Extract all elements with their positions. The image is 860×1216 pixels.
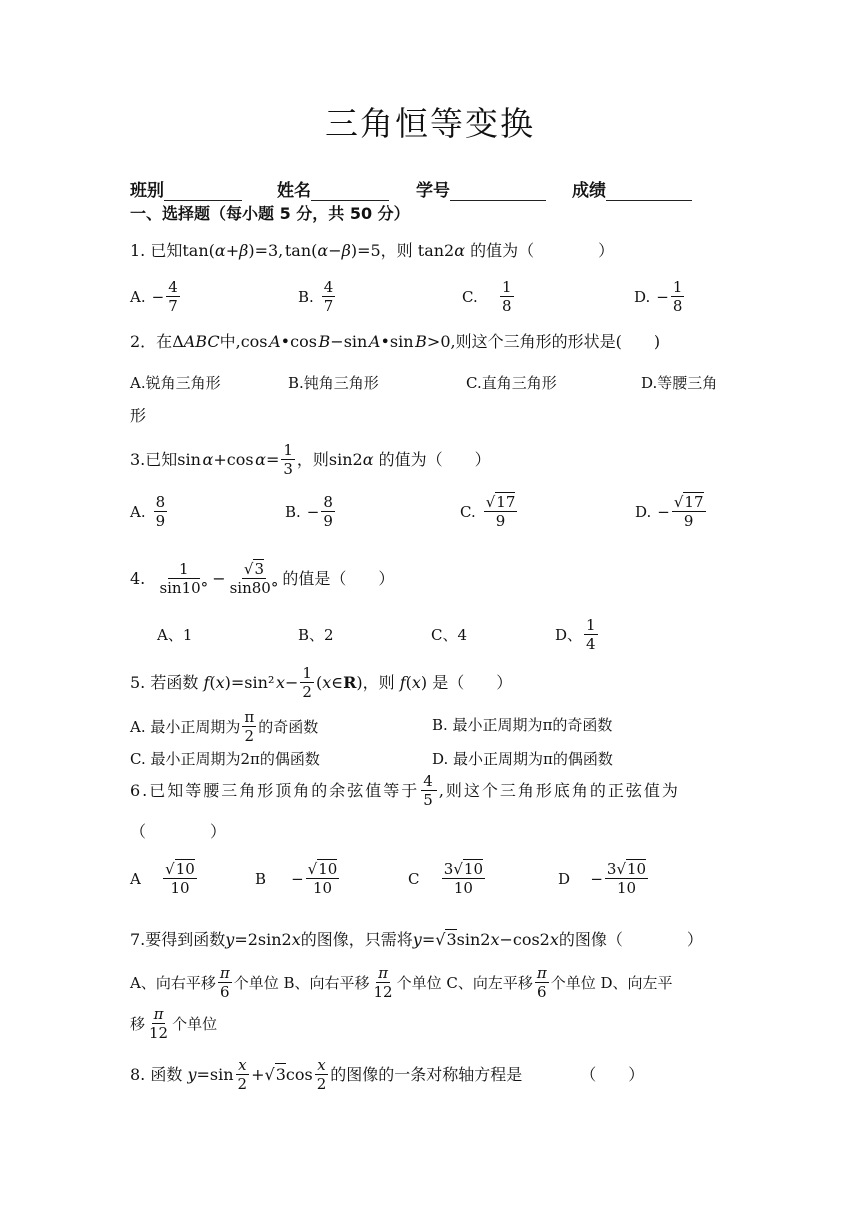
question-1: 1. 已知tan(α+β)=3, tan(α−β)=5，则 tan2α 的值为（ ） — [130, 241, 615, 260]
q3-option-d[interactable]: D. − $\frac{√17}{9}$ — [635, 493, 704, 530]
id-blank[interactable] — [450, 182, 546, 201]
q2-option-d[interactable]: D.等腰三角 — [641, 374, 718, 392]
id-field — [416, 176, 546, 201]
q5-option-c[interactable]: C. 最小正周期为 2π 的偶函数 — [130, 749, 320, 768]
q1-option-a[interactable]: A. − $\frac{4}{7}$ — [130, 278, 178, 315]
q7-option-d-wrap: 移 $\frac{\pi}{12}$ 个单位 — [130, 1005, 218, 1042]
q2-option-a[interactable]: A.锐角三角形 — [130, 374, 221, 392]
score-field — [572, 176, 692, 201]
q6-option-c[interactable]: C $\frac{3√10}{10}$ — [408, 860, 483, 897]
name-field — [277, 176, 389, 201]
q4-option-a[interactable]: A、1 — [157, 626, 193, 644]
q6-option-a[interactable]: A $\frac{√10}{10}$ — [130, 860, 195, 897]
q4-option-c[interactable]: C、4 — [431, 626, 468, 644]
id-label: 学号 — [416, 181, 450, 201]
class-blank[interactable] — [164, 182, 242, 201]
name-blank[interactable] — [311, 182, 389, 201]
question-8: 8. 函数 y =sin $\frac{x}{2}$ +√ 3 cos $\frac{x}{2}$ 的图像的一条对称轴方程是 （ ） — [130, 1056, 645, 1093]
class-label: 班别 — [130, 181, 164, 201]
q2-option-d-wrap: 形 — [130, 406, 147, 425]
q6-option-d[interactable]: D − $\frac{3√10}{10}$ — [558, 860, 647, 897]
q6-answer-paren: （ ） — [130, 822, 227, 841]
q3-option-a[interactable]: A. $\frac{8}{9}$ — [130, 493, 166, 530]
page-title: 三角恒等变换 — [325, 104, 535, 143]
q6-option-b[interactable]: B − $\frac{√10}{10}$ — [255, 860, 338, 897]
question-2: 2．在ΔABC中,cos A•cos B−sin A•sin B>0,则这个三角形的形状是( ) — [130, 332, 661, 351]
q1-option-c[interactable]: C. $\frac{1}{8}$ — [462, 278, 512, 315]
q1-option-d[interactable]: D. − $\frac{1}{8}$ — [634, 278, 683, 315]
q2-option-c[interactable]: C.直角三角形 — [466, 374, 557, 392]
question-6: 6.已知等腰三角形顶角的余弦值等于 $\frac{4}{5}$ ,则这个三角形底角的正弦值为 — [130, 772, 680, 809]
name-label: 姓名 — [277, 181, 311, 201]
question-4: 4. $\frac{1}{\sin 10^\circ}$ − $\frac{√3}{\sin 80^\circ}$ 的值是（ ） — [130, 560, 395, 597]
question-3: 3.已知 sin α +cos α = $\frac{1}{3}$ ，则 sin2 α 的值为（ ） — [130, 441, 491, 478]
q4-option-d[interactable]: D、 $\frac{1}{4}$ — [555, 616, 596, 653]
class-field — [130, 176, 242, 201]
q7-options[interactable]: A、向右平移 $\frac{\pi}{6}$ 个单位 B、向右平移 $\frac{\pi}{12}$ 个单位 C、向左平移 $\frac{\pi}{6}$ 个单位 D、向左平 — [130, 964, 673, 1001]
q1-option-b[interactable]: B. $\frac{4}{7}$ — [298, 278, 334, 315]
section-heading: 一、选择题（每小题 5 分，共 50 分） — [130, 204, 410, 223]
q2-option-b[interactable]: B.钝角三角形 — [288, 374, 379, 392]
score-blank[interactable] — [606, 182, 692, 201]
q5-option-d[interactable]: D. 最小正周期为 π 的偶函数 — [432, 749, 613, 768]
question-5: 5. 若函数 f ( x )=sin² x − $\frac{1}{2}$ ( x ∈ R ) ，则 f ( x ) 是（ ） — [130, 664, 513, 701]
q3-option-c[interactable]: C. $\frac{√17}{9}$ — [460, 493, 516, 530]
q4-option-b[interactable]: B、2 — [298, 626, 334, 644]
q5-option-a[interactable]: A. 最小正周期为 $\frac{\pi}{2}$ 的奇函数 — [130, 708, 319, 745]
question-7: 7.要得到函数y=2sin2x的图像，只需将y=√3sin2x−cos2x的图像（ ） — [130, 930, 703, 949]
q3-option-b[interactable]: B. − $\frac{8}{9}$ — [285, 493, 333, 530]
q5-option-b[interactable]: B. 最小正周期为 π 的奇函数 — [432, 715, 613, 734]
score-label: 成绩 — [572, 181, 606, 201]
